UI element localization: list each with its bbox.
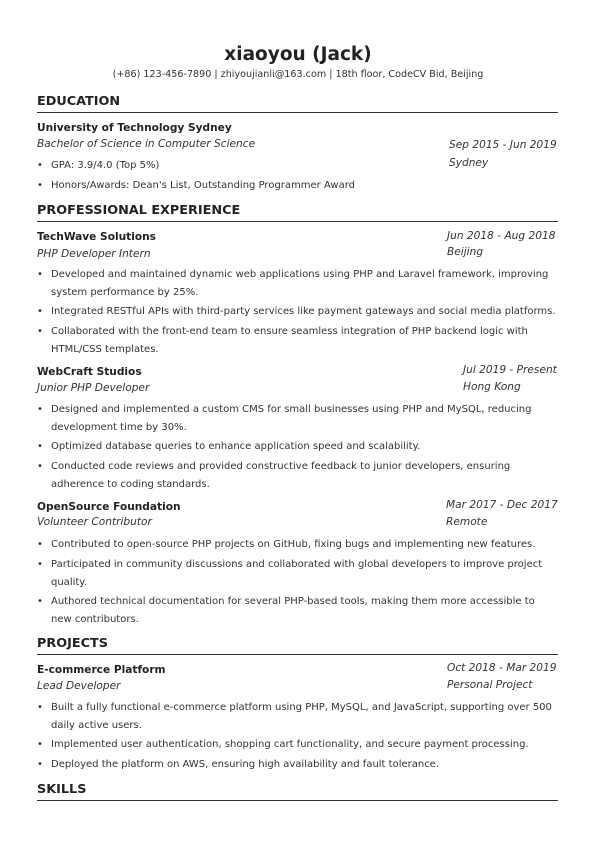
section-title-skills: SKILLS bbox=[37, 782, 87, 797]
bullet-icon: • bbox=[37, 326, 43, 337]
section-title-experience: PROFESSIONAL EXPERIENCE bbox=[37, 203, 241, 218]
section-title-education: EDUCATION bbox=[37, 94, 121, 109]
job-dates: Mar 2017 - Dec 2017 bbox=[446, 499, 558, 511]
bullet-icon: • bbox=[37, 441, 43, 452]
school-name: University of Technology Sydney bbox=[37, 122, 232, 134]
education-location: Sydney bbox=[449, 157, 489, 169]
degree: Bachelor of Science in Computer Science bbox=[37, 138, 256, 150]
section-title-projects: PROJECTS bbox=[37, 636, 108, 651]
job-dates: Jul 2019 - Present bbox=[463, 364, 557, 376]
bullet-icon: • bbox=[37, 596, 43, 607]
bullet-icon: • bbox=[37, 702, 43, 713]
bullet-icon: • bbox=[37, 461, 43, 472]
job-location: Remote bbox=[446, 516, 488, 528]
bullet-icon: • bbox=[37, 306, 43, 317]
list-item: • Authored technical documentation for several PHP-based tools, making them more accessible to new contributors. bbox=[37, 593, 558, 628]
project-role: Lead Developer bbox=[37, 680, 121, 692]
section-education bbox=[37, 94, 558, 113]
list-item: • Deployed the platform on AWS, ensuring high availability and fault tolerance. bbox=[37, 756, 558, 774]
list-item: • Honors/Awards: Dean's List, Outstanding Programmer Award bbox=[37, 177, 558, 195]
list-item: • Integrated RESTful APIs with third-party services like payment gateways and social media platforms. bbox=[37, 303, 558, 321]
list-item: • Participated in community discussions and collaborated with global developers to improve project quality. bbox=[37, 556, 558, 591]
list-item: • Implemented user authentication, shopping cart functionality, and secure payment processing. bbox=[37, 736, 558, 754]
bullet-icon: • bbox=[37, 160, 43, 171]
list-item: • Built a fully functional e-commerce platform using PHP, MySQL, and JavaScript, supporting over 500 daily active users. bbox=[37, 699, 558, 734]
job-role: Volunteer Contributor bbox=[37, 516, 152, 528]
bullet-icon: • bbox=[37, 759, 43, 770]
list-item: • Developed and maintained dynamic web applications using PHP and Laravel framework, improving system performance by 25%. bbox=[37, 266, 558, 301]
company-name: OpenSource Foundation bbox=[37, 501, 181, 513]
company-name: WebCraft Studios bbox=[37, 366, 142, 378]
bullet-icon: • bbox=[37, 269, 43, 280]
bullet-icon: • bbox=[37, 739, 43, 750]
education-dates: Sep 2015 - Jun 2019 bbox=[449, 139, 557, 151]
list-item: • Contributed to open-source PHP projects on GitHub, fixing bugs and implementing new features. bbox=[37, 536, 558, 554]
job-location: Beijing bbox=[447, 246, 484, 258]
contact-line: (+86) 123-456-7890 | zhiyoujianli@163.com | 18th floor, CodeCV Bid, Beijing bbox=[112, 69, 484, 80]
company-name: TechWave Solutions bbox=[37, 231, 156, 243]
bullet-icon: • bbox=[37, 559, 43, 570]
job-role: PHP Developer Intern bbox=[37, 248, 151, 260]
project-dates: Oct 2018 - Mar 2019 bbox=[447, 662, 557, 674]
list-item: • Optimized database queries to enhance application speed and scalability. bbox=[37, 438, 558, 456]
section-skills bbox=[37, 782, 558, 801]
job-role: Junior PHP Developer bbox=[37, 382, 150, 394]
bullet-icon: • bbox=[37, 539, 43, 550]
bullet-icon: • bbox=[37, 404, 43, 415]
list-item: • Designed and implemented a custom CMS for small businesses using PHP and MySQL, reducing development time by 30%. bbox=[37, 401, 558, 436]
list-item: • Conducted code reviews and provided constructive feedback to junior developers, ensuring adherence to coding standards. bbox=[37, 458, 558, 493]
job-location: Hong Kong bbox=[463, 381, 521, 393]
project-name: E-commerce Platform bbox=[37, 664, 166, 676]
bullet-icon: • bbox=[37, 180, 43, 191]
section-experience bbox=[37, 203, 558, 222]
job-dates: Jun 2018 - Aug 2018 bbox=[447, 230, 556, 242]
list-item: • GPA: 3.9/4.0 (Top 5%) bbox=[37, 157, 558, 175]
project-type: Personal Project bbox=[447, 679, 533, 691]
candidate-name: xiaoyou (Jack) bbox=[224, 44, 372, 65]
list-item: • Collaborated with the front-end team to ensure seamless integration of PHP backend logic with HTML/CSS templates. bbox=[37, 323, 558, 358]
section-projects bbox=[37, 636, 558, 655]
